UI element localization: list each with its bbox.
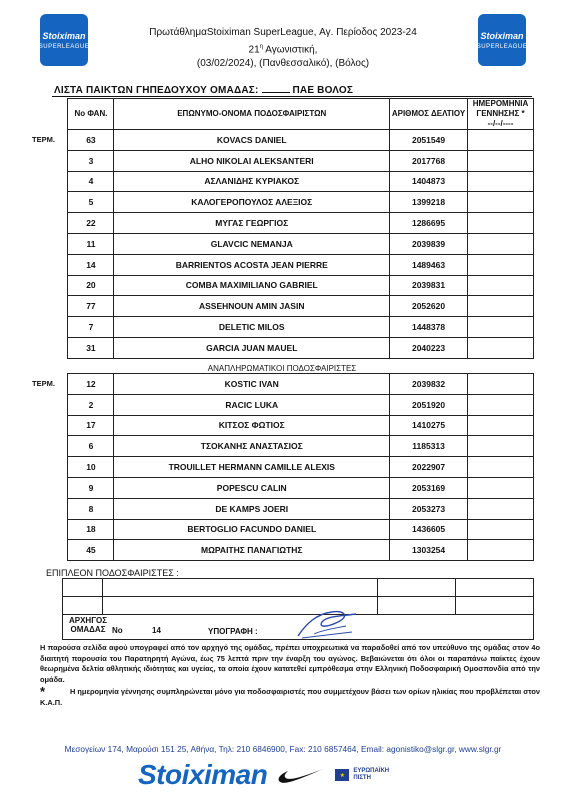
player-name: DELETIC MILOS [114, 317, 390, 338]
player-row [30, 254, 534, 275]
blank-line [262, 92, 290, 93]
player-row [30, 415, 534, 436]
header-card: ΑΡΙΘΜΟΣ ΔΕΛΤΙΟΥ [390, 99, 468, 130]
league-logo-left [40, 14, 88, 66]
header-spacer [30, 99, 68, 130]
round-word: Αγωνιστική, [263, 44, 318, 56]
player-row [30, 130, 534, 151]
player-row [30, 317, 534, 338]
player-role [30, 519, 68, 540]
player-card-number: 2022907 [390, 457, 468, 478]
player-name: KOVACS DANIEL [114, 130, 390, 151]
player-name: GLAVCIC NEMANJA [114, 233, 390, 254]
player-row [30, 519, 534, 540]
player-number: 3 [68, 150, 114, 171]
player-birthdate [468, 394, 534, 415]
player-card-number: 2039839 [390, 233, 468, 254]
player-name: ΑΣΛΑΝΙΔΗΣ ΚΥΡΙΑΚΟΣ [114, 171, 390, 192]
player-card-number: 1286695 [390, 213, 468, 234]
player-name: POPESCU CALIN [114, 477, 390, 498]
player-birthdate [468, 436, 534, 457]
captain-label: ΑΡΧΗΓΟΣ ΟΜΑΔΑΣ [68, 616, 108, 634]
player-birthdate [467, 213, 533, 234]
player-row [30, 192, 534, 213]
player-card-number: 1303254 [390, 540, 468, 561]
player-name: ALHO NIKOLAI ALEKSANTERI [114, 150, 390, 171]
player-birthdate [468, 477, 534, 498]
player-card-number: 2051920 [390, 394, 468, 415]
eu-text-line1: ΕΥΡΩΠΑΪΚΗ [353, 768, 390, 774]
footer-brand-logo: Stoiximan [138, 759, 268, 790]
player-birthdate [468, 457, 534, 478]
player-number: 31 [68, 337, 114, 358]
player-row [30, 498, 534, 519]
player-number: 14 [68, 254, 114, 275]
player-card-number: 2053169 [390, 477, 468, 498]
eu-text-line2: ΠΙΣΤΗ [353, 775, 371, 781]
player-name: DE KAMPS JOERI [114, 498, 390, 519]
player-card-number: 2039831 [390, 275, 468, 296]
player-role [30, 296, 68, 317]
header-name: ΕΠΩΝΥΜΟ-ΟΝΟΜΑ ΠΟΔΟΣΦΑΙΡΙΣΤΩΝ [114, 99, 390, 130]
player-role [30, 254, 68, 275]
list-title-prefix: ΛΙΣΤΑ ΠΑΙΚΤΩΝ ΓΗΠΕΔΟΥΧΟΥ ΟΜΑΔΑΣ: [54, 85, 259, 96]
swoosh-icon [277, 765, 325, 785]
player-role [30, 337, 68, 358]
header-dob-format: --/--/---- [487, 119, 514, 128]
player-row [30, 436, 534, 457]
player-role [30, 540, 68, 561]
eu-text [353, 768, 389, 782]
player-name: GARCIA JUAN MAUEL [114, 337, 390, 358]
extra-cell[interactable] [378, 597, 456, 615]
player-row [30, 275, 534, 296]
player-row [30, 171, 534, 192]
player-name: TROUILLET HERMANN CAMILLE ALEXIS [114, 457, 390, 478]
championship-line: ΠρωτάθλημαStoiximan SuperLeague, Αγ. Περίοδος 2023-24 [149, 27, 417, 38]
header-dob-label: ΗΜΕΡΟΜΗΝΙΑ ΓΕΝΝΗΣΗΣ * [472, 99, 529, 118]
logo-brand-text: Stoiximan [480, 30, 524, 41]
table-header-row [30, 99, 534, 130]
extra-cell[interactable] [63, 579, 103, 597]
extra-row [63, 579, 534, 597]
player-role [30, 275, 68, 296]
player-name: KOSTIC IVAN [114, 374, 390, 395]
player-role [30, 394, 68, 415]
player-name: RACIC LUKA [114, 394, 390, 415]
player-birthdate [467, 130, 533, 151]
player-row [30, 457, 534, 478]
captain-number: 14 [152, 626, 161, 635]
player-birthdate [467, 296, 533, 317]
player-card-number: 2017768 [390, 150, 468, 171]
player-role [30, 192, 68, 213]
starters-table [30, 98, 534, 359]
asterisk-mark: * [40, 684, 46, 699]
birthdate-note: Η ημερομηνία γέννησης συμπληρώνεται μόνο για ποδοσφαιριστές που συμμετέχουν βάσει των ορίων ηλικίας που προβλέπεται στον Κ.Α.Π. [40, 687, 540, 707]
player-card-number: 1185313 [390, 436, 468, 457]
player-row [30, 296, 534, 317]
eu-flag-icon: ★ [335, 769, 349, 781]
player-name: ΜΩΡΑΙΤΗΣ ΠΑΝΑΓΙΩΤΗΣ [114, 540, 390, 561]
player-card-number: 2053273 [390, 498, 468, 519]
player-role [30, 457, 68, 478]
starters-body [30, 130, 534, 359]
logo-sub-text: SUPERLEAGUE [38, 43, 90, 50]
player-number: 11 [68, 233, 114, 254]
player-number: 45 [68, 540, 114, 561]
captain-signature [292, 606, 364, 642]
player-number: 63 [68, 130, 114, 151]
subs-table [30, 373, 534, 561]
team-name: ΠΑΕ ΒΟΛΟΣ [292, 85, 354, 96]
player-birthdate [468, 498, 534, 519]
player-role [30, 150, 68, 171]
player-card-number: 2052620 [390, 296, 468, 317]
player-number: 10 [68, 457, 114, 478]
player-card-number: 1448378 [390, 317, 468, 338]
extra-players-label: ΕΠΙΠΛΕΟΝ ΠΟΔΟΣΦΑΙΡΙΣΤΕΣ : [46, 568, 179, 578]
player-number: 9 [68, 477, 114, 498]
player-number: 5 [68, 192, 114, 213]
player-birthdate [468, 519, 534, 540]
player-card-number: 1410275 [390, 415, 468, 436]
player-birthdate [467, 192, 533, 213]
player-name: ΚΙΤΣΟΣ ΦΩΤΙΟΣ [114, 415, 390, 436]
player-card-number: 1399218 [390, 192, 468, 213]
player-row [30, 150, 534, 171]
player-number: 8 [68, 498, 114, 519]
player-birthdate [467, 275, 533, 296]
player-birthdate [467, 254, 533, 275]
logo-brand-text: Stoiximan [42, 30, 86, 41]
player-role [30, 317, 68, 338]
player-card-number: 2051549 [390, 130, 468, 151]
league-logo-right [478, 14, 526, 66]
player-row [30, 374, 534, 395]
round-line [100, 40, 466, 57]
extra-cell[interactable] [63, 597, 103, 615]
player-name: COMBA MAXIMILIANO GABRIEL [114, 275, 390, 296]
player-number: 7 [68, 317, 114, 338]
player-row [30, 477, 534, 498]
player-name: ASSEHNOUN AMIN JASIN [114, 296, 390, 317]
player-number: 20 [68, 275, 114, 296]
logo-sub-text: SUPERLEAGUE [476, 43, 528, 50]
extra-cell[interactable] [102, 579, 377, 597]
player-card-number: 2039832 [390, 374, 468, 395]
player-row [30, 213, 534, 234]
player-birthdate [468, 374, 534, 395]
player-number: 4 [68, 171, 114, 192]
player-number: 18 [68, 519, 114, 540]
player-birthdate [467, 317, 533, 338]
extra-cell[interactable] [456, 597, 534, 615]
player-name: BARRIENTOS ACOSTA JEAN PIERRE [114, 254, 390, 275]
player-birthdate [467, 150, 533, 171]
signature-label: ΥΠΟΓΡΑΦΗ : [208, 627, 258, 636]
extra-cell[interactable] [378, 579, 456, 597]
player-row [30, 540, 534, 561]
player-name: ΤΣΟΚΑΝΗΣ ΑΝΑΣΤΑΣΙΟΣ [114, 436, 390, 457]
player-number: 12 [68, 374, 114, 395]
player-role [30, 171, 68, 192]
round-number: 21 [248, 44, 260, 56]
match-header [100, 26, 466, 71]
match-date-venue: (03/02/2024), (Πανθεσσαλικό), (Βόλος) [196, 58, 370, 70]
title-underline [52, 96, 532, 97]
player-role [30, 415, 68, 436]
player-number: 6 [68, 436, 114, 457]
player-row [30, 233, 534, 254]
player-birthdate [468, 540, 534, 561]
player-card-number: 1404873 [390, 171, 468, 192]
player-name: BERTOGLIO FACUNDO DANIEL [114, 519, 390, 540]
header-dob [467, 99, 533, 130]
player-role [30, 233, 68, 254]
subs-body [30, 374, 534, 561]
list-title [54, 85, 353, 96]
player-card-number: 2040223 [390, 337, 468, 358]
player-card-number: 1436605 [390, 519, 468, 540]
player-birthdate [468, 415, 534, 436]
player-role [30, 477, 68, 498]
player-name: ΜΥΓΑΣ ΓΕΩΡΓΙΟΣ [114, 213, 390, 234]
extra-cell[interactable] [456, 579, 534, 597]
subs-label: ΑΝΑΠΛΗΡΩΜΑΤΙΚΟΙ ΠΟΔΟΣΦΑΙΡΙΣΤΕΣ [207, 364, 357, 373]
footer-logos [138, 760, 389, 790]
player-card-number: 1489463 [390, 254, 468, 275]
player-row [30, 337, 534, 358]
header-no: No ΦΑΝ. [68, 99, 114, 130]
player-birthdate [467, 233, 533, 254]
player-role [30, 213, 68, 234]
player-role [30, 498, 68, 519]
player-birthdate [467, 171, 533, 192]
captain-no-label: No [112, 626, 123, 635]
player-role: ΤΕΡΜ. [32, 379, 55, 389]
player-role [30, 436, 68, 457]
player-number: 77 [68, 296, 114, 317]
submission-note: Η παρούσα σελίδα αφού υπογραφεί από τον αρχηγό της ομάδας, πρέπει υποχρεωτικά να παραδοθεί από τον υπεύθυνο της ομάδας στον 4ο διαιτητή παρουσία του Παρατηρητή Αγώνα, έως 75 λεπτά πριν την έναρξη του αγώνος. Βεβαιώνεται ότι όλοι οι παραπάνω παίκτες έχουν θεωρημένα δελτία αθλητικής ιδιότητας και υγείας, τα οποία έχουν κατατεθεί εμπρόθεσμα στην Ελληνική Ποδοσφαιρική Ομοσπονδία από την ομάδα. [40, 643, 540, 684]
player-name: ΚΑΛΟΓΕΡΟΠΟΥΛΟΣ ΑΛΕΞΙΟΣ [114, 192, 390, 213]
round-suffix: η [259, 44, 264, 50]
player-birthdate [467, 337, 533, 358]
player-number: 2 [68, 394, 114, 415]
player-number: 22 [68, 213, 114, 234]
player-role: ΤΕΡΜ. [32, 135, 55, 145]
footer-address: Μεσογείων 174, Μαρούσι 151 25, Αθήνα, Τηλ: 210 6846900, Fax: 210 6857464, Email: agonistiko@slgr.gr, www.slgr.gr [64, 744, 502, 754]
player-row [30, 394, 534, 415]
player-number: 17 [68, 415, 114, 436]
